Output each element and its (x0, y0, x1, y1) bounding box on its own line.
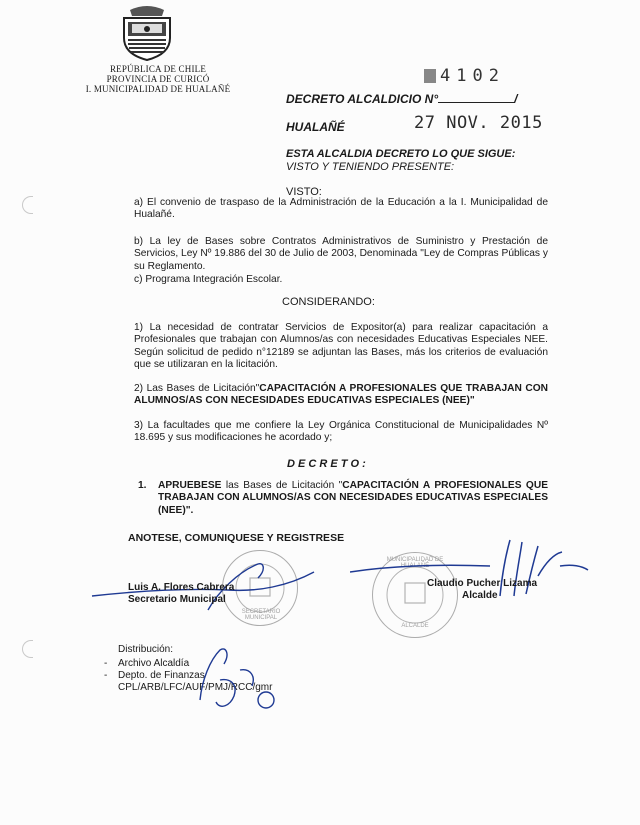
decree-intro-visto: VISTO Y TENIENDO PRESENTE: (286, 161, 455, 173)
considerando-item-2-prefix: 2) Las Bases de Licitación" (134, 383, 260, 394)
decreto-item-1 (158, 480, 548, 517)
mayor-seal-bottom-text: ALCALDE (401, 623, 429, 629)
date-stamp: 27 NOV. 2015 (414, 113, 543, 133)
mayor-name: Claudio Pucher Lizama (427, 578, 538, 589)
secretary-title: Secretario Municipal (128, 594, 226, 605)
punch-hole-top (22, 196, 33, 214)
header-line-municipality: I. MUNICIPALIDAD DE HUALAÑÉ (85, 84, 231, 94)
distribution-initials: CPL/ARB/LFC/AUF/PMJ/RCC/gmr (118, 682, 273, 693)
decreto-item-verb: APRUEBESE (158, 480, 222, 491)
header-line-republic: REPÚBLICA DE CHILE (109, 64, 207, 74)
decree-number-stamp (424, 66, 505, 86)
distribution-item-archivo: Archivo Alcaldía (118, 658, 190, 669)
decreto-item-number: 1. (138, 480, 147, 491)
secretary-name: Luis A. Flores Cabrera (128, 582, 235, 593)
distribution-heading: Distribución: (118, 644, 174, 655)
mayor-title: Alcalde (462, 590, 498, 601)
decree-intro: ESTA ALCALDIA DECRETO LO QUE SIGUE: (286, 148, 516, 160)
considerando-item-3: 3) La facultades que me confiere la Ley Orgánica Constitucional de Municipalidades Nº 18.695 y sus modificaciones he acordado y; (134, 420, 548, 444)
decreto-item-text: las Bases de Licitación " (221, 480, 343, 491)
secretary-seal-text: SECRETARIO MUNICIPAL (241, 609, 281, 621)
decreto-item-bold: CAPACITACIÓN A PROFESIONALES QUE TRABAJAN CON ALUMNOS/AS CON NECESIDADES EDUCATIVAS ESPECIALES (NEE)". (158, 480, 548, 516)
decree-slash: / (514, 92, 518, 106)
mayor-seal-text: MUNICIPALIDAD DE HUALAÑÉ (386, 557, 444, 569)
visto-item-c: c) Programa Integración Escolar. (134, 274, 283, 285)
closing-formula: ANOTESE, COMUNIQUESE Y REGISTRESE (128, 532, 345, 544)
decreto-heading: D E C R E T O : (287, 458, 366, 470)
decree-title-label: DECRETO ALCALDICIO N° (286, 92, 439, 106)
visto-heading: VISTO: (286, 186, 322, 198)
decree-number-line (438, 92, 514, 103)
decree-title (286, 92, 517, 106)
distribution-item-finanzas: Depto. de Finanzas (118, 670, 205, 681)
header-line-province: PROVINCIA DE CURICÓ (106, 74, 210, 84)
considerando-item-1: 1) La necesidad de contratar Servicios de Expositor(a) para realizar capacitación a Profesionales que trabajan con Alumnos/as con necesidades Educativas Especiales NEE. Según solicitud de pedido n°12189 se adjuntan las Bases, más los criterios de evaluación que se utilizaran en la licitación. (134, 322, 548, 371)
decree-city: HUALAÑÉ (286, 120, 345, 134)
considerando-item-2 (134, 383, 548, 408)
punch-hole-bottom (22, 640, 33, 658)
distribution-dash-1: - (104, 658, 108, 669)
considerando-heading: CONSIDERANDO: (282, 296, 375, 308)
stamp-number-text: 4102 (440, 66, 505, 86)
visto-item-a: a) El convenio de traspaso de la Administración de la Educación a la I. Municipalidad de Hualañé. (134, 197, 548, 221)
stamp-block-icon (424, 69, 436, 83)
institution-header (84, 64, 232, 94)
initials-signature-icon (180, 640, 290, 720)
considerando-item-2-bold: CAPACITACIÓN A PROFESIONALES QUE TRABAJAN CON ALUMNOS/AS CON NECESIDADES EDUCATIVAS ESPECIALES (NEE)" (134, 383, 548, 407)
distribution-dash-2: - (104, 670, 108, 681)
visto-item-b: b) La ley de Bases sobre Contratos Administrativos de Suministro y Prestación de Servicios, Ley Nº 19.886 del 30 de Julio de 2003, Denominada "Ley de Compras Públicas y su Reglamento. (134, 236, 548, 272)
municipal-crest-icon (118, 4, 176, 62)
